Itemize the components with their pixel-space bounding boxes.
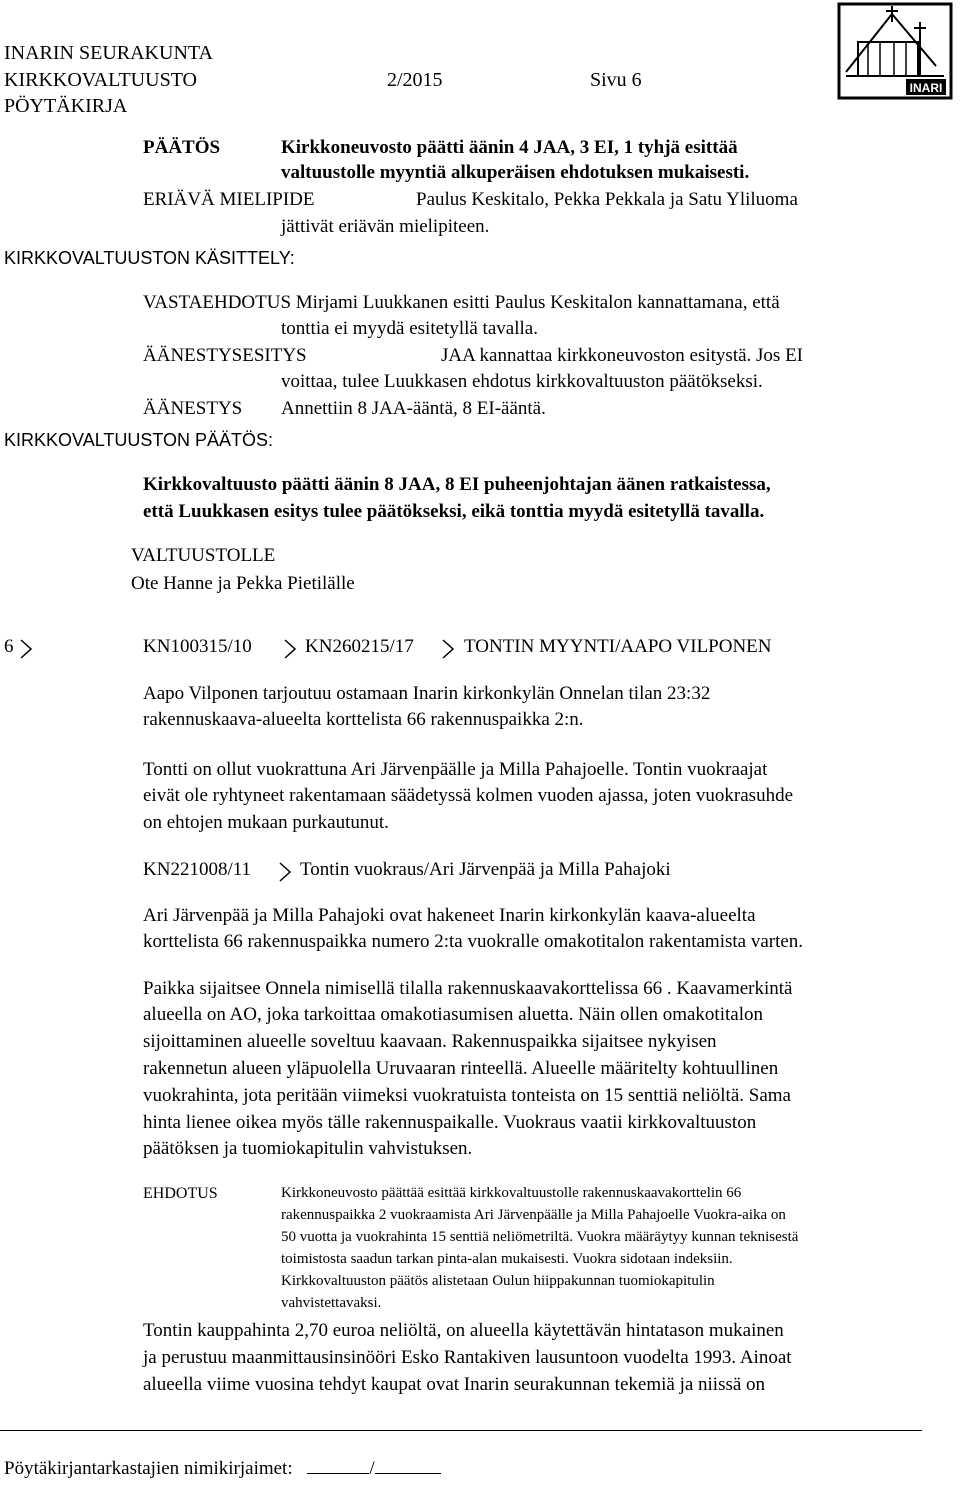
paragraph-line: Tontin kauppahinta 2,70 euroa neliöltä, on alueella käytettävän hintatason mukainen bbox=[143, 1320, 784, 1341]
vote-proposal-label: ÄÄNESTYSESITYS bbox=[143, 345, 307, 366]
section-separator-icon bbox=[278, 861, 292, 883]
paragraph-line: on ehtojen mukaan purkautunut. bbox=[143, 812, 389, 833]
paragraph-line: Ari Järvenpää ja Milla Pahajoki ovat hakeneet Inarin kirkonkylän kaava-alueelta bbox=[143, 905, 756, 926]
section-separator-icon bbox=[283, 638, 297, 660]
counter-proposal-line1: VASTAEHDOTUS Mirjami Luukkanen esitti Paulus Keskitalon kannattamana, että bbox=[143, 292, 780, 313]
proposal-line: Kirkkovaltuuston päätös alistetaan Oulun hiippakunnan tuomiokapitulin bbox=[281, 1273, 715, 1289]
footer-signatures bbox=[4, 1455, 441, 1481]
header-doc-type: PÖYTÄKIRJA bbox=[4, 95, 128, 117]
paragraph-line: eivät ole ryhtyneet rakentamaan säädetyssä kolmen vuoden ajassa, joten vuokrasuhde bbox=[143, 785, 793, 806]
paragraph-line: Paikka sijaitsee Onnela nimisellä tilalla rakennuskaavakorttelissa 66 . Kaavamerkintä bbox=[143, 978, 793, 999]
proposal-label: EHDOTUS bbox=[143, 1185, 218, 1202]
footer-label: Pöytäkirjantarkastajien nimikirjaimet: bbox=[4, 1458, 293, 1479]
decision1-label: PÄÄTÖS bbox=[143, 137, 221, 158]
paragraph-line: alueella viime vuosina tehdyt kaupat ovat Inarin seurakunnan tekemiä ja niissä on bbox=[143, 1374, 766, 1395]
council-decision-line2: että Luukkasen esitys tulee päätökseksi, eikä tonttia myydä esitetyllä tavalla. bbox=[143, 501, 765, 522]
proposal-line: rakennuspaikka 2 vuokraamista Ari Järvenpäälle ja Milla Pahajoelle Vuokra-aika on bbox=[281, 1207, 786, 1223]
section-title: TONTIN MYYNTI/AAPO VILPONEN bbox=[464, 636, 772, 657]
paragraph-line: korttelista 66 rakennuspaikka numero 2:ta vuokralle omakotitalon rakentamista varten. bbox=[143, 931, 804, 952]
header-page: Sivu 6 bbox=[590, 69, 642, 91]
recipient-copy: Ote Hanne ja Pekka Pietilälle bbox=[131, 573, 355, 594]
dissent-line1: Paulus Keskitalo, Pekka Pekkala ja Satu Yliluoma bbox=[416, 189, 798, 210]
section-ref-3-title: Tontin vuokraus/Ari Järvenpää ja Milla Pahajoki bbox=[300, 859, 671, 880]
proposal-line: 50 vuotta ja vuokrahinta 15 senttiä neliömetriltä. Vuokra määräytyy kunnan teknisestä bbox=[281, 1229, 799, 1245]
decision1-line1: Kirkkoneuvosto päätti äänin 4 JAA, 3 EI, 1 tyhjä esittää bbox=[281, 137, 738, 158]
paragraph-line: sijoittaminen alueelle soveltuu kaavaan. Rakennuspaikka sijaitsee nykyisen bbox=[143, 1031, 717, 1052]
header-body: KIRKKOVALTUUSTO bbox=[4, 69, 197, 91]
header-number: 2/2015 bbox=[387, 69, 443, 91]
counter-proposal-line2: tonttia ei myydä esitetyllä tavalla. bbox=[281, 318, 538, 339]
vote-proposal-line2: voittaa, tulee Luukkasen ehdotus kirkkovaltuuston päätökseksi. bbox=[281, 371, 763, 392]
footer-separator: / bbox=[369, 1458, 375, 1479]
paragraph-line: Aapo Vilponen tarjoutuu ostamaan Inarin kirkonkylän Onnelan tilan 23:32 bbox=[143, 683, 711, 704]
paragraph-line: päätöksen ja tuomiokapitulin vahvistuksen. bbox=[143, 1138, 473, 1159]
council-handling-label: KIRKKOVALTUUSTON KÄSITTELY: bbox=[4, 248, 295, 268]
section-ref-2: KN260215/17 bbox=[305, 636, 414, 657]
section-separator-icon bbox=[441, 638, 455, 660]
paragraph-line: ja perustuu maanmittausinsinööri Esko Rantakiven lausuntoon vuodelta 1993. Ainoat bbox=[143, 1347, 792, 1368]
section-number: 6 bbox=[4, 636, 14, 657]
section-ref-3: KN221008/11 bbox=[143, 859, 252, 880]
paragraph-line: rakennuskaava-alueelta korttelista 66 rakennuspaikka 2:n. bbox=[143, 709, 584, 730]
footer-rule bbox=[0, 1430, 922, 1431]
paragraph-line: rakennetun alueen yläpuolella Uruvaaran rinteellä. Alueelle määritelty kohtuullinen bbox=[143, 1058, 779, 1079]
proposal-line: Kirkkoneuvosto päättää esittää kirkkovaltuustolle rakennuskaavakorttelin 66 bbox=[281, 1185, 742, 1201]
initials-field-2[interactable] bbox=[375, 1455, 441, 1474]
council-decision-label: KIRKKOVALTUUSTON PÄÄTÖS: bbox=[4, 430, 274, 450]
vote-label: ÄÄNESTYS bbox=[143, 398, 243, 419]
section-ref-1: KN100315/10 bbox=[143, 636, 252, 657]
initials-field-1[interactable] bbox=[307, 1455, 369, 1474]
paragraph-line: hinta lienee oikea myös tälle rakennuspaikalle. Vuokraus vaatii kirkkovaltuuston bbox=[143, 1112, 757, 1133]
dissent-label: ERIÄVÄ MIELIPIDE bbox=[143, 189, 315, 210]
parish-logo-icon bbox=[836, 2, 954, 100]
paragraph-line: Tontti on ollut vuokrattuna Ari Järvenpäälle ja Milla Pahajoelle. Tontin vuokraajat bbox=[143, 759, 768, 780]
vote-proposal-line1: JAA kannattaa kirkkoneuvoston esitystä. Jos EI bbox=[441, 345, 804, 366]
decision1-line2: valtuustolle myyntiä alkuperäisen ehdotuksen mukaisesti. bbox=[281, 162, 750, 183]
recipient-council: VALTUUSTOLLE bbox=[131, 545, 276, 566]
logo-label: INARI bbox=[909, 81, 943, 95]
dissent-line2: jättivät eriävän mielipiteen. bbox=[281, 216, 490, 237]
vote-text: Annettiin 8 JAA-ääntä, 8 EI-ääntä. bbox=[281, 398, 546, 419]
paragraph-line: alueella on AO, joka tarkoittaa omakotiasumisen aluetta. Näin ollen omakotitalon bbox=[143, 1004, 763, 1025]
section-separator-icon bbox=[19, 638, 33, 660]
council-decision-line1: Kirkkovaltuusto päätti äänin 8 JAA, 8 EI puheenjohtajan äänen ratkaistessa, bbox=[143, 474, 771, 495]
paragraph-line: vuokrahinta, jota peritään viimeksi vuokratuista tonteista on 15 senttiä neliöltä. Sama bbox=[143, 1085, 791, 1106]
header-org: INARIN SEURAKUNTA bbox=[4, 42, 213, 64]
proposal-line: toimistosta saadun tarkan pinta-alan mukaisesti. Vuokra sidotaan indeksiin. bbox=[281, 1251, 733, 1267]
proposal-line: vahvistettavaksi. bbox=[281, 1295, 382, 1311]
